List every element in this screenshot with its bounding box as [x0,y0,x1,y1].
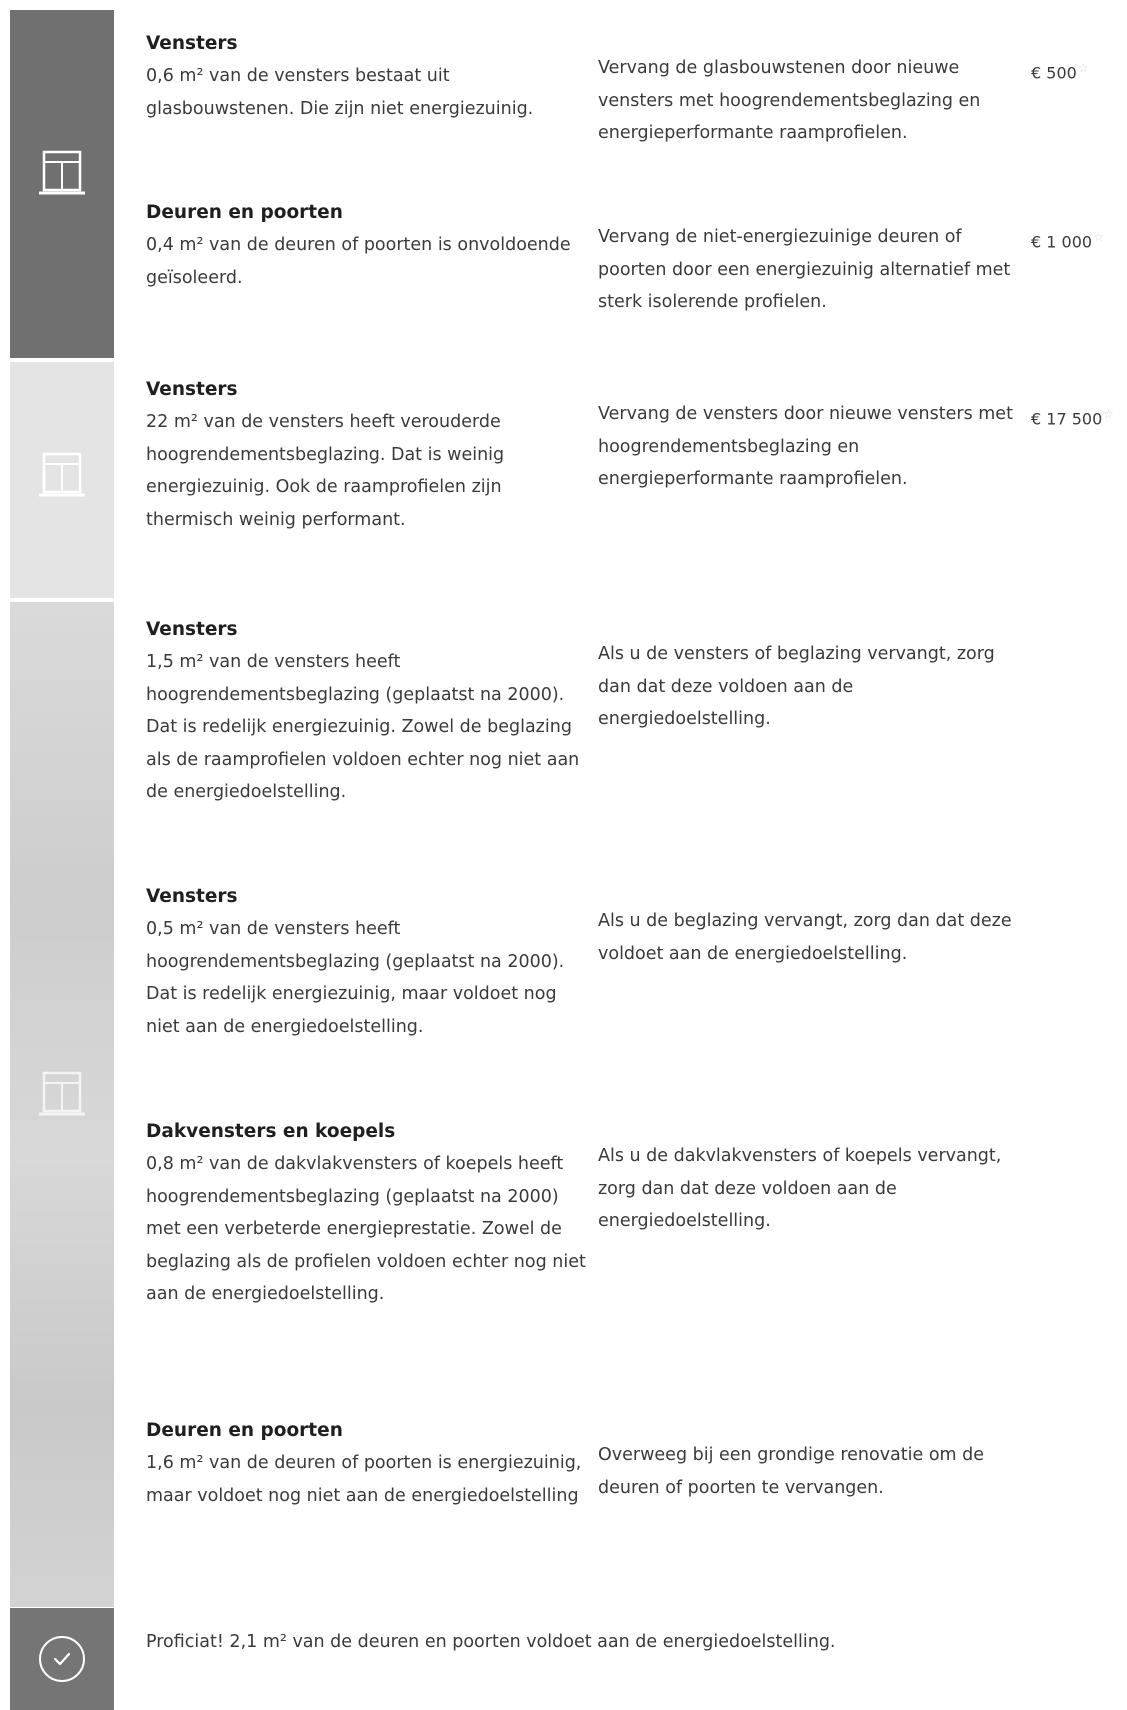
cost-value: € 17 500 [1031,409,1103,429]
item-advice: Als u de beglazing vervangt, zorg dan dat deze voldoet aan de energiedoelstelling. [598,911,1012,964]
list-item [146,1116,1126,1304]
item-advice: Vervang de niet-energiezuinige deuren of poorten door een energiezuinig alternatief met sterk isolerende profielen. [598,227,1011,312]
item-description: 1,5 m² van de vensters heeft hoogrendementsbeglazing (geplaatst na 2000). Dat is redelijk energiezuinig. Zowel de beglazing als de raamprofielen voldoen echter nog niet aan de energiedoelstelling. [146,652,580,802]
sidebar-segment-mid [10,602,114,1607]
item-title: Dakvensters en koepels [146,1121,396,1142]
window-icon [10,450,114,500]
item-title: Vensters [146,886,238,907]
congrats-message: Proficiat! 2,1 m² van de deuren en poorten voldoet aan de energiedoelstelling. [146,1632,836,1652]
list-item [146,881,1126,1037]
item-description: 22 m² van de vensters heeft verouderde hoogrendementsbeglazing. Dat is weinig energiezuinig. Ook de raamprofielen zijn thermisch weinig performant. [146,412,505,530]
item-title: Vensters [146,379,238,400]
item-description: 0,5 m² van de vensters heeft hoogrendementsbeglazing (geplaatst na 2000). Dat is redelijk energiezuinig, maar voldoet nog niet aan de energiedoelstelling. [146,919,565,1037]
list-item [146,197,1126,312]
item-description: 0,6 m² van de vensters bestaat uit glasbouwstenen. Die zijn niet energiezuinig. [146,66,534,119]
item-title: Vensters [146,619,238,640]
item-description: 1,6 m² van de deuren of poorten is energiezuinig, maar voldoet nog niet aan de energiedoelstelling [146,1453,582,1506]
item-cost [1031,398,1114,435]
list-item [146,374,1126,530]
star-icon: ☆ [1103,407,1115,421]
star-icon: ☆ [1093,230,1104,244]
cost-value: € 500 [1031,63,1077,83]
sidebar-segment-dark [10,10,114,358]
item-advice: Als u de vensters of beglazing vervangt, zorg dan dat deze voldoen aan de energiedoelstelling. [598,644,995,729]
window-icon [10,1069,114,1119]
item-cost [1031,221,1104,258]
item-title: Deuren en poorten [146,1420,343,1441]
item-advice: Vervang de glasbouwstenen door nieuwe vensters met hoogrendementsbeglazing en energieperformante raamprofielen. [598,58,981,143]
sidebar-segment-light [10,362,114,598]
item-advice: Als u de dakvlakvensters of koepels vervangt, zorg dan dat deze voldoen aan de energiedoelstelling. [598,1146,1002,1231]
item-advice: Vervang de vensters door nieuwe vensters met hoogrendementsbeglazing en energieperformante raamprofielen. [598,404,1013,489]
list-item [146,28,1126,143]
item-title: Deuren en poorten [146,202,343,223]
sidebar-segment-check [10,1608,114,1710]
item-advice: Overweeg bij een grondige renovatie om de deuren of poorten te vervangen. [598,1445,985,1498]
list-item [146,1415,1126,1506]
cost-value: € 1 000 [1031,232,1093,252]
list-item [146,614,1126,802]
item-description: 0,8 m² van de dakvlakvensters of koepels heeft hoogrendementsbeglazing (geplaatst na 2000) met een verbeterde energieprestatie. Zowel de beglazing als de profielen voldoen echter nog niet aan de energiedoelstelling. [146,1154,586,1304]
star-icon: ☆ [1077,61,1089,75]
item-title: Vensters [146,33,238,54]
item-cost [1031,52,1089,89]
item-description: 0,4 m² van de deuren of poorten is onvoldoende geïsoleerd. [146,235,571,288]
window-icon [10,148,114,198]
check-icon [39,1636,85,1682]
